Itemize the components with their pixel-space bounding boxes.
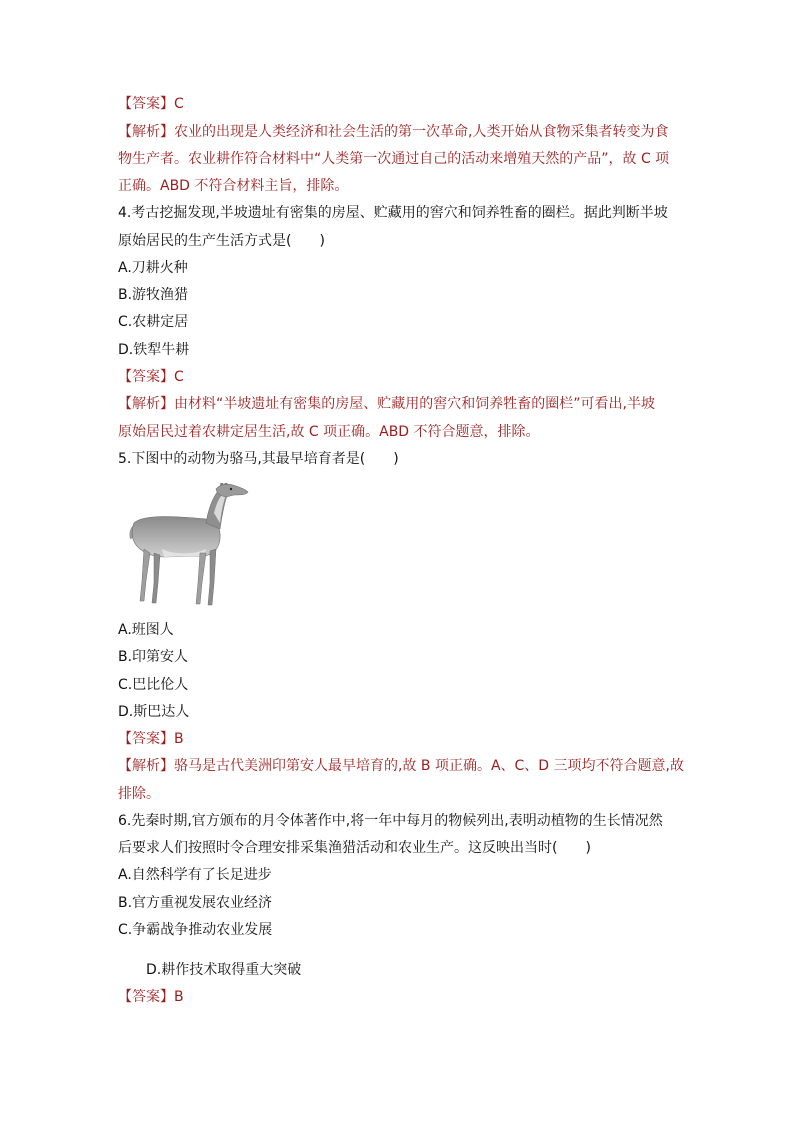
answer-tag: 【答案】 (118, 731, 174, 747)
answer-value: C (174, 96, 184, 112)
q3-analysis-line-3: 正确。ABD 不符合材料主旨，排除。 (118, 178, 349, 194)
q4-answer (118, 367, 184, 387)
q5-stem: 5.下图中的动物为骆马,其最早培育者是( ) (118, 451, 399, 467)
analysis-tag: 【解析】 (118, 396, 174, 412)
q3-answer (118, 94, 184, 114)
q6-answer (118, 987, 184, 1007)
q3-analysis-line-2: 物生产者。农业耕作符合材料中“人类第一次通过自己的活动来增殖天然的产品”，故 C 项 (118, 151, 670, 167)
answer-value: C (174, 369, 184, 385)
analysis-tag: 【解析】 (118, 124, 174, 140)
q6-option-d: D.耕作技术取得重大突破 (146, 962, 302, 978)
analysis-text: 骆马是古代美洲印第安人最早培育的,故 B 项正确。A、C、D 三项均不符合题意,故 (174, 758, 684, 774)
q5-analysis-line-2: 排除。 (118, 786, 160, 802)
q6-stem-line-2: 后要求人们按照时令合理安排采集渔猎活动和农业生产。这反映出当时( ) (118, 840, 591, 856)
q5-option-b: B.印第安人 (118, 649, 189, 665)
answer-tag: 【答案】 (118, 369, 174, 385)
analysis-text: 农业的出现是人类经济和社会生活的第一次革命,人类开始从食物采集者转变为食 (174, 124, 669, 140)
q5-analysis-line-1 (118, 756, 684, 776)
analysis-text: 由材料“半坡遗址有密集的房屋、贮藏用的窖穴和饲养牲畜的圈栏”可看出,半坡 (174, 396, 655, 412)
q4-analysis-line-1 (118, 394, 655, 414)
q6-stem-line-1: 6.先秦时期,官方颁布的月令体著作中,将一年中每月的物候列出,表明动植物的生长情况然 (118, 813, 663, 829)
q4-option-a: A.刀耕火种 (118, 260, 188, 276)
q4-option-c: C.农耕定居 (118, 314, 189, 330)
q5-option-c: C.巴比伦人 (118, 677, 189, 693)
q4-stem-line-2: 原始居民的生产生活方式是( ) (118, 233, 325, 249)
q4-option-b: B.游牧渔猎 (118, 287, 189, 303)
q6-option-c: C.争霸战争推动农业发展 (118, 922, 273, 938)
q4-option-d: D.铁犁牛耕 (118, 342, 190, 358)
q5-answer (118, 729, 184, 749)
answer-value: B (174, 731, 184, 747)
q3-analysis-line-1 (118, 122, 668, 142)
answer-value: B (174, 989, 184, 1005)
answer-tag: 【答案】 (118, 989, 174, 1005)
analysis-tag: 【解析】 (118, 758, 174, 774)
q5-option-d: D.斯巴达人 (118, 704, 190, 720)
q5-option-a: A.班图人 (118, 622, 174, 638)
q4-stem-line-1: 4.考古挖掘发现,半坡遗址有密集的房屋、贮藏用的窖穴和饲养牲畜的圈栏。据此判断半坡 (118, 205, 668, 221)
q6-option-a: A.自然科学有了长足进步 (118, 867, 272, 883)
llama-image (124, 483, 254, 608)
q4-analysis-line-2: 原始居民过着农耕定居生活,故 C 项正确。ABD 不符合题意，排除。 (118, 424, 540, 440)
q6-option-b: B.官方重视发展农业经济 (118, 895, 273, 911)
answer-tag: 【答案】 (118, 96, 174, 112)
